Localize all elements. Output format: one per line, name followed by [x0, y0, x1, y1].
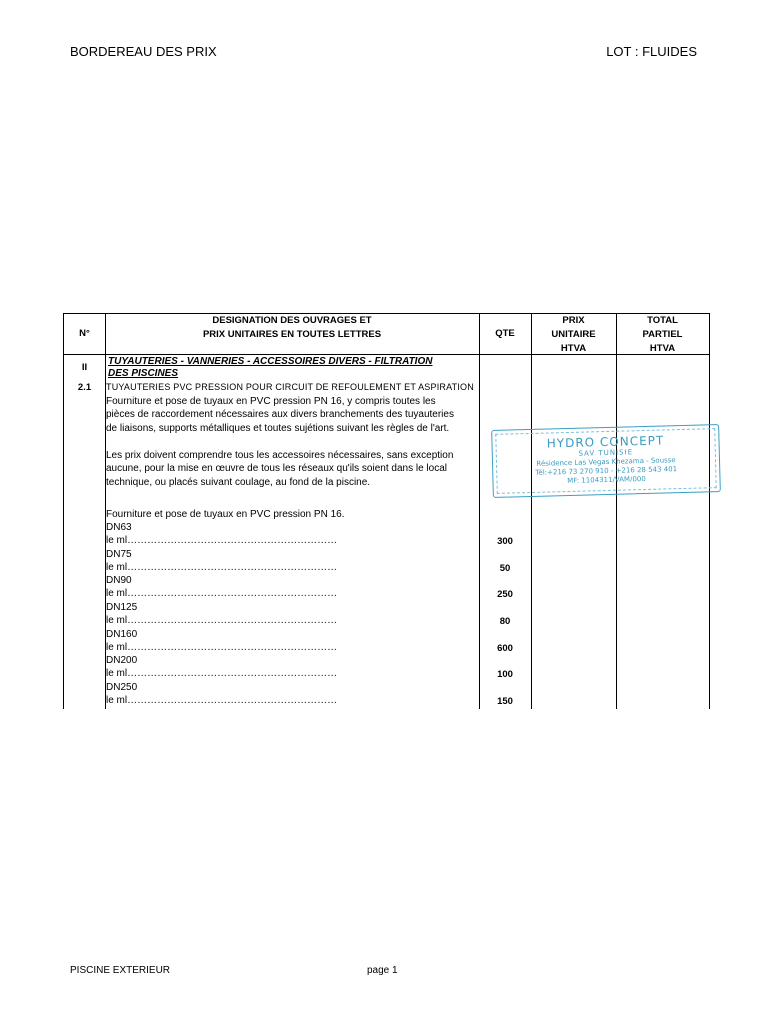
- item-qte: 150: [497, 696, 513, 707]
- item-dn: DN125: [106, 602, 138, 613]
- stamp-border: [495, 428, 716, 494]
- item-dn: DN160: [106, 629, 138, 640]
- item-dn: DN250: [106, 682, 138, 693]
- item-qte: 250: [497, 589, 513, 600]
- stamp-address: Résidence Las Vegas Khezama - Sousse: [536, 456, 676, 468]
- item-dn: DN90: [106, 575, 132, 586]
- description-line: Fourniture et pose de tuyaux en PVC pression PN 16.: [106, 509, 345, 520]
- item-dn: DN75: [106, 549, 132, 560]
- stamp-tax-id: MF: 1104311/VAM/000: [567, 474, 646, 486]
- item-unit: le ml………………………………………………………: [106, 668, 338, 679]
- header-lot: LOT : FLUIDES: [606, 44, 697, 59]
- company-stamp: [491, 424, 721, 498]
- item-unit: le ml………………………………………………………: [106, 562, 338, 573]
- stamp-title: HYDRO CONCEPT: [546, 433, 665, 451]
- subsection-title: TUYAUTERIES PVC PRESSION POUR CIRCUIT DE REFOULEMENT ET ASPIRATION: [106, 382, 474, 392]
- item-unit: le ml………………………………………………………: [106, 535, 338, 546]
- header-qte: QTE: [495, 328, 515, 339]
- footer-project: PISCINE EXTERIEUR: [70, 965, 171, 976]
- item-qte: 80: [499, 616, 511, 627]
- description-paragraph: Les prix doivent comprendre tous les accessoires nécessaires, sans exception aucune, pour la mise en œuvre de tous les réseaux qu'ils soient dans le local technique, ou placés suivant coulage, au fond de la piscine.: [106, 450, 454, 488]
- header-title: BORDEREAU DES PRIX: [70, 44, 217, 59]
- item-unit: le ml………………………………………………………: [106, 615, 338, 626]
- item-qte: 300: [497, 536, 513, 547]
- footer-page-number: page 1: [367, 965, 398, 976]
- item-unit: le ml………………………………………………………: [106, 695, 338, 706]
- col-divider: [616, 314, 617, 709]
- subsection-number: 2.1: [77, 382, 92, 393]
- item-qte: 100: [497, 669, 513, 680]
- item-qte: 50: [499, 563, 511, 574]
- header-prix-unitaire: PRIX UNITAIRE HTVA: [551, 315, 596, 354]
- header-no: N°: [79, 328, 90, 339]
- item-dn: DN63: [106, 522, 132, 533]
- price-table: [63, 313, 710, 709]
- stamp-phone: Tél:+216 73 270 910 - +216 28 543 401: [535, 465, 678, 477]
- item-dn: DN200: [106, 655, 138, 666]
- section-title: TUYAUTERIES - VANNERIES - ACCESSOIRES DIVERS - FILTRATION DES PISCINES: [108, 356, 433, 379]
- section-number: II: [81, 362, 88, 373]
- stamp-subtitle: SAV TUNISIE: [578, 448, 634, 458]
- description-paragraph: Fourniture et pose de tuyaux en PVC pression PN 16, y compris toutes les pièces de raccordement nécessaires aux divers branchements des tuyauteries de liaisons, supports métalliques et toutes sujétions suivant les règles de l'art.: [106, 396, 454, 434]
- item-qte: 600: [497, 643, 513, 654]
- item-unit: le ml………………………………………………………: [106, 642, 338, 653]
- item-unit: le ml………………………………………………………: [106, 588, 338, 599]
- header-designation: DESIGNATION DES OUVRAGES ET PRIX UNITAIRES EN TOUTES LETTRES: [202, 315, 382, 340]
- col-divider: [531, 314, 532, 709]
- header-total-partiel: TOTAL PARTIEL HTVA: [642, 315, 683, 354]
